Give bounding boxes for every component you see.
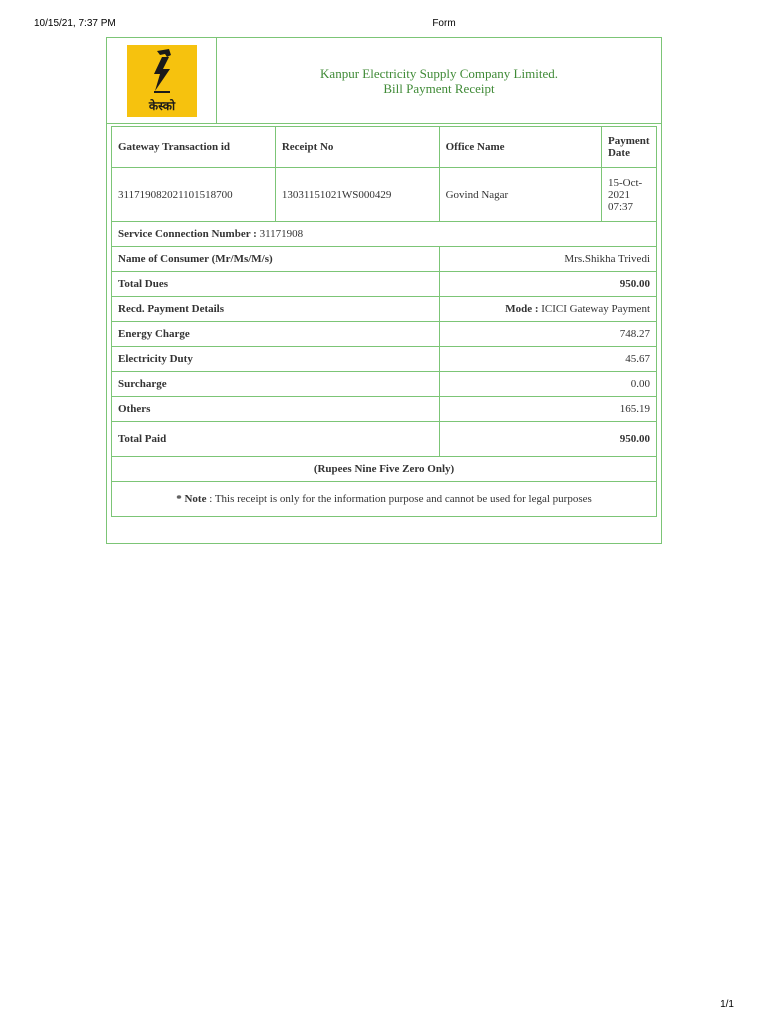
consumer-label: Name of Consumer (Mr/Ms/M/s) xyxy=(112,247,440,272)
column-header-payment-date: Payment Date xyxy=(601,127,656,168)
total-dues-label: Total Dues xyxy=(112,272,440,297)
service-connection-label: Service Connection Number : xyxy=(118,228,257,240)
total-paid-value: 950.00 xyxy=(439,422,656,457)
column-header-gateway: Gateway Transaction id xyxy=(112,127,276,168)
column-header-office: Office Name xyxy=(439,127,601,168)
kesco-logo xyxy=(127,45,197,117)
note-cell xyxy=(112,482,657,517)
energy-charge-row xyxy=(112,322,657,347)
print-title: Form xyxy=(432,18,456,29)
service-connection-row xyxy=(112,222,657,247)
logo-text: केस्को xyxy=(148,99,176,113)
payment-mode-cell xyxy=(439,297,656,322)
note-text: : This receipt is only for the information purpose and cannot be used for legal purposes xyxy=(209,493,592,505)
surcharge-row xyxy=(112,372,657,397)
receipt-header xyxy=(107,38,661,124)
company-name: Kanpur Electricity Supply Company Limited. xyxy=(320,66,558,81)
gateway-transaction-id: 311719082021101518700 xyxy=(112,168,276,222)
receipt xyxy=(106,37,662,544)
payment-details-row xyxy=(112,297,657,322)
electricity-duty-label: Electricity Duty xyxy=(112,347,440,372)
print-header xyxy=(0,18,768,32)
surcharge-value: 0.00 xyxy=(439,372,656,397)
total-paid-row xyxy=(112,422,657,457)
surcharge-label: Surcharge xyxy=(112,372,440,397)
receipt-subtitle: Bill Payment Receipt xyxy=(383,81,495,96)
service-connection-number: 31171908 xyxy=(259,228,304,240)
total-dues-value: 950.00 xyxy=(439,272,656,297)
payment-mode-label: Mode : xyxy=(505,303,539,315)
lightning-fist-icon xyxy=(127,45,197,97)
energy-charge-value: 748.27 xyxy=(439,322,656,347)
receipt-number: 13031151021WS000429 xyxy=(275,168,439,222)
transaction-row xyxy=(112,168,657,222)
payment-mode-value: ICICI Gateway Payment xyxy=(541,303,650,315)
note-row xyxy=(112,482,657,517)
table-header-row xyxy=(112,127,657,168)
total-paid-label: Total Paid xyxy=(112,422,440,457)
amount-in-words-row xyxy=(112,457,657,482)
consumer-row xyxy=(112,247,657,272)
column-header-receipt-no: Receipt No xyxy=(275,127,439,168)
total-dues-row xyxy=(112,272,657,297)
service-connection-cell xyxy=(112,222,657,247)
payment-date: 15-Oct-2021 07:37 xyxy=(601,168,656,222)
others-row xyxy=(112,397,657,422)
others-label: Others xyxy=(112,397,440,422)
consumer-name: Mrs.Shikha Trivedi xyxy=(439,247,656,272)
amount-in-words: (Rupees Nine Five Zero Only) xyxy=(112,457,657,482)
note-label: * Note xyxy=(176,493,207,505)
others-value: 165.19 xyxy=(439,397,656,422)
logo-cell xyxy=(107,38,217,123)
print-datetime: 10/15/21, 7:37 PM xyxy=(34,18,116,29)
page-number: 1/1 xyxy=(720,999,734,1010)
payment-details-label: Recd. Payment Details xyxy=(112,297,440,322)
receipt-table xyxy=(111,126,657,517)
company-block xyxy=(217,38,661,123)
electricity-duty-row xyxy=(112,347,657,372)
energy-charge-label: Energy Charge xyxy=(112,322,440,347)
electricity-duty-value: 45.67 xyxy=(439,347,656,372)
office-name: Govind Nagar xyxy=(439,168,601,222)
